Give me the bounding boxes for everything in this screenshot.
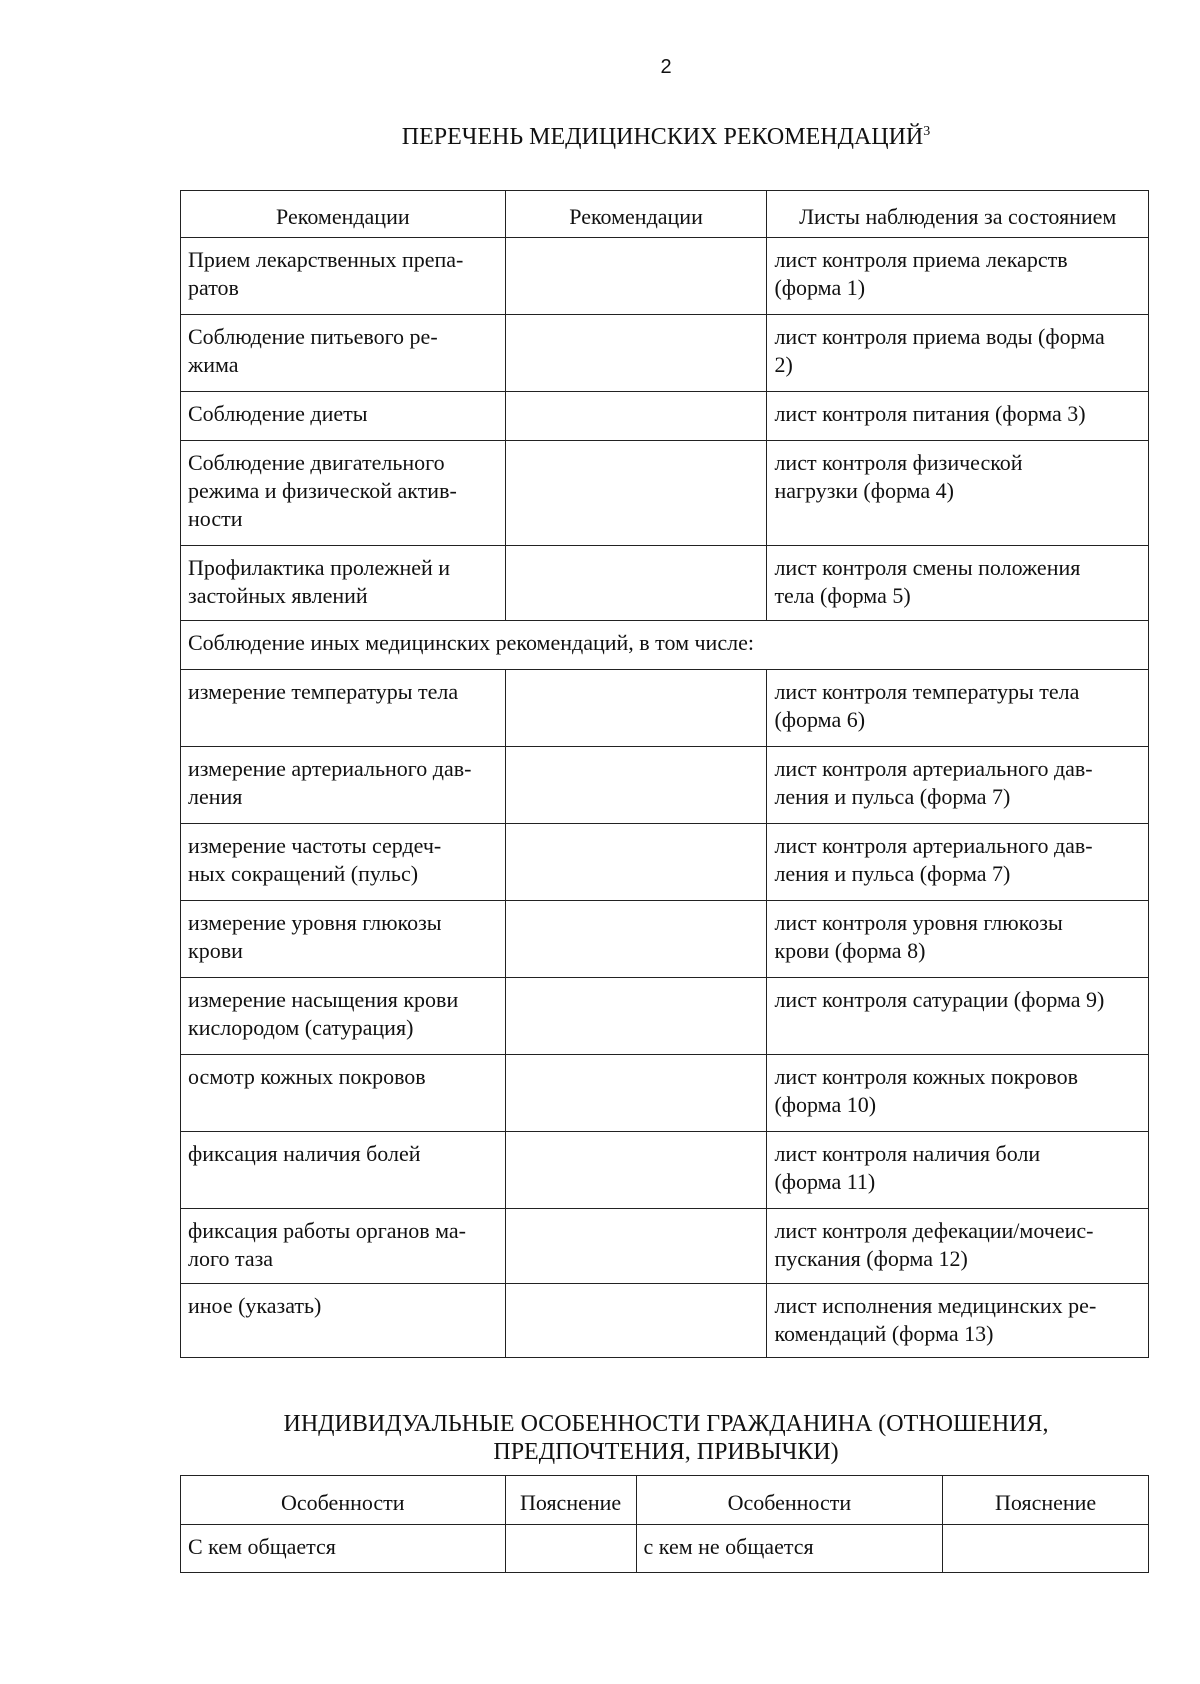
recommendation-note-cell[interactable] xyxy=(505,546,767,621)
observation-sheet-cell: лист контроля приема лекарств (форма 1) xyxy=(767,238,1149,315)
recommendation-note-cell[interactable] xyxy=(505,441,767,546)
table-row xyxy=(181,546,1149,621)
recommendation-note-cell[interactable] xyxy=(505,747,767,824)
section-label: Соблюдение иных медицинских рекомендаций, в том числе: xyxy=(181,621,1149,670)
observation-sheet-cell: лист контроля питания (форма 3) xyxy=(767,392,1149,441)
feature-note-cell[interactable] xyxy=(505,1525,636,1573)
recommendation-cell: иное (указать) xyxy=(181,1284,506,1358)
observation-sheet-cell: лист контроля приема воды (форма 2) xyxy=(767,315,1149,392)
recommendation-cell: измерение частоты сердеч- ных сокращений (пульс) xyxy=(181,824,506,901)
observation-sheet-cell: лист контроля сатурации (форма 9) xyxy=(767,978,1149,1055)
recommendation-note-cell[interactable] xyxy=(505,1132,767,1209)
page-number: 2 xyxy=(660,56,672,78)
features-title xyxy=(0,1410,1200,1466)
observation-sheet-cell: лист контроля физической нагрузки (форма 4) xyxy=(767,441,1149,546)
recommendation-note-cell[interactable] xyxy=(505,978,767,1055)
table-row xyxy=(181,978,1149,1055)
recommendation-cell: фиксация работы органов ма- лого таза xyxy=(181,1209,506,1284)
header-features-2: Особенности xyxy=(636,1476,943,1525)
recommendation-note-cell[interactable] xyxy=(505,670,767,747)
feature-cell: с кем не общается xyxy=(636,1525,943,1573)
recommendations-title-text: ПЕРЕЧЕНЬ МЕДИЦИНСКИХ РЕКОМЕНДАЦИЙ xyxy=(401,124,924,150)
observation-sheet-cell: лист исполнения медицинских ре- комендаций (форма 13) xyxy=(767,1284,1149,1358)
features-table xyxy=(180,1475,1149,1573)
features-title-line-2: ПРЕДПОЧТЕНИЯ, ПРИВЫЧКИ) xyxy=(493,1439,839,1465)
table-row xyxy=(181,670,1149,747)
table-row xyxy=(181,392,1149,441)
table-row xyxy=(181,315,1149,392)
table-row xyxy=(181,1055,1149,1132)
observation-sheet-cell: лист контроля температуры тела (форма 6) xyxy=(767,670,1149,747)
recommendation-note-cell[interactable] xyxy=(505,1284,767,1358)
table-row xyxy=(181,901,1149,978)
recommendation-cell: фиксация наличия болей xyxy=(181,1132,506,1209)
recommendation-cell: Соблюдение питьевого ре- жима xyxy=(181,315,506,392)
feature-cell: С кем общается xyxy=(181,1525,506,1573)
recommendation-cell: измерение температуры тела xyxy=(181,670,506,747)
section-row xyxy=(181,621,1149,670)
recommendation-cell: Профилактика пролежней и застойных явлений xyxy=(181,546,506,621)
table-row xyxy=(181,1525,1149,1573)
recommendation-note-cell[interactable] xyxy=(505,901,767,978)
observation-sheet-cell: лист контроля артериального дав- ления и пульса (форма 7) xyxy=(767,824,1149,901)
recommendation-note-cell[interactable] xyxy=(505,1209,767,1284)
table-row xyxy=(181,1284,1149,1358)
recommendation-cell: измерение уровня глюкозы крови xyxy=(181,901,506,978)
observation-sheet-cell: лист контроля уровня глюкозы крови (форма 8) xyxy=(767,901,1149,978)
recommendation-note-cell[interactable] xyxy=(505,238,767,315)
recommendation-note-cell[interactable] xyxy=(505,824,767,901)
header-recommendations-1: Рекомендации xyxy=(181,191,506,238)
title-footnote-marker: 3 xyxy=(923,124,931,139)
header-explanation-2: Пояснение xyxy=(943,1476,1149,1525)
observation-sheet-cell: лист контроля наличия боли (форма 11) xyxy=(767,1132,1149,1209)
header-recommendations-2: Рекомендации xyxy=(505,191,767,238)
recommendation-note-cell[interactable] xyxy=(505,1055,767,1132)
recommendation-note-cell[interactable] xyxy=(505,392,767,441)
recommendations-table xyxy=(180,190,1149,1358)
table-row xyxy=(181,747,1149,824)
recommendation-cell: измерение артериального дав- ления xyxy=(181,747,506,824)
table-row xyxy=(181,238,1149,315)
recommendation-cell: измерение насыщения крови кислородом (сатурация) xyxy=(181,978,506,1055)
table-row xyxy=(181,1132,1149,1209)
table-row xyxy=(181,824,1149,901)
header-features-1: Особенности xyxy=(181,1476,506,1525)
recommendation-cell: осмотр кожных покровов xyxy=(181,1055,506,1132)
recommendations-header-row xyxy=(181,191,1149,238)
header-explanation-1: Пояснение xyxy=(505,1476,636,1525)
recommendations-title xyxy=(0,124,1200,151)
observation-sheet-cell: лист контроля кожных покровов (форма 10) xyxy=(767,1055,1149,1132)
features-header-row xyxy=(181,1476,1149,1525)
table-row xyxy=(181,441,1149,546)
recommendation-cell: Соблюдение двигательного режима и физической актив- ности xyxy=(181,441,506,546)
feature-note-cell[interactable] xyxy=(943,1525,1149,1573)
recommendations-table-body xyxy=(181,238,1149,1358)
recommendation-cell: Прием лекарственных препа- ратов xyxy=(181,238,506,315)
observation-sheet-cell: лист контроля артериального дав- ления и пульса (форма 7) xyxy=(767,747,1149,824)
observation-sheet-cell: лист контроля дефекации/мочеис- пускания (форма 12) xyxy=(767,1209,1149,1284)
header-observation-sheets: Листы наблюдения за состоянием xyxy=(767,191,1149,238)
recommendation-cell: Соблюдение диеты xyxy=(181,392,506,441)
table-row xyxy=(181,1209,1149,1284)
recommendation-note-cell[interactable] xyxy=(505,315,767,392)
observation-sheet-cell: лист контроля смены положения тела (форма 5) xyxy=(767,546,1149,621)
features-title-line-1: ИНДИВИДУАЛЬНЫЕ ОСОБЕННОСТИ ГРАЖДАНИНА (ОТНОШЕНИЯ, xyxy=(283,1411,1049,1437)
